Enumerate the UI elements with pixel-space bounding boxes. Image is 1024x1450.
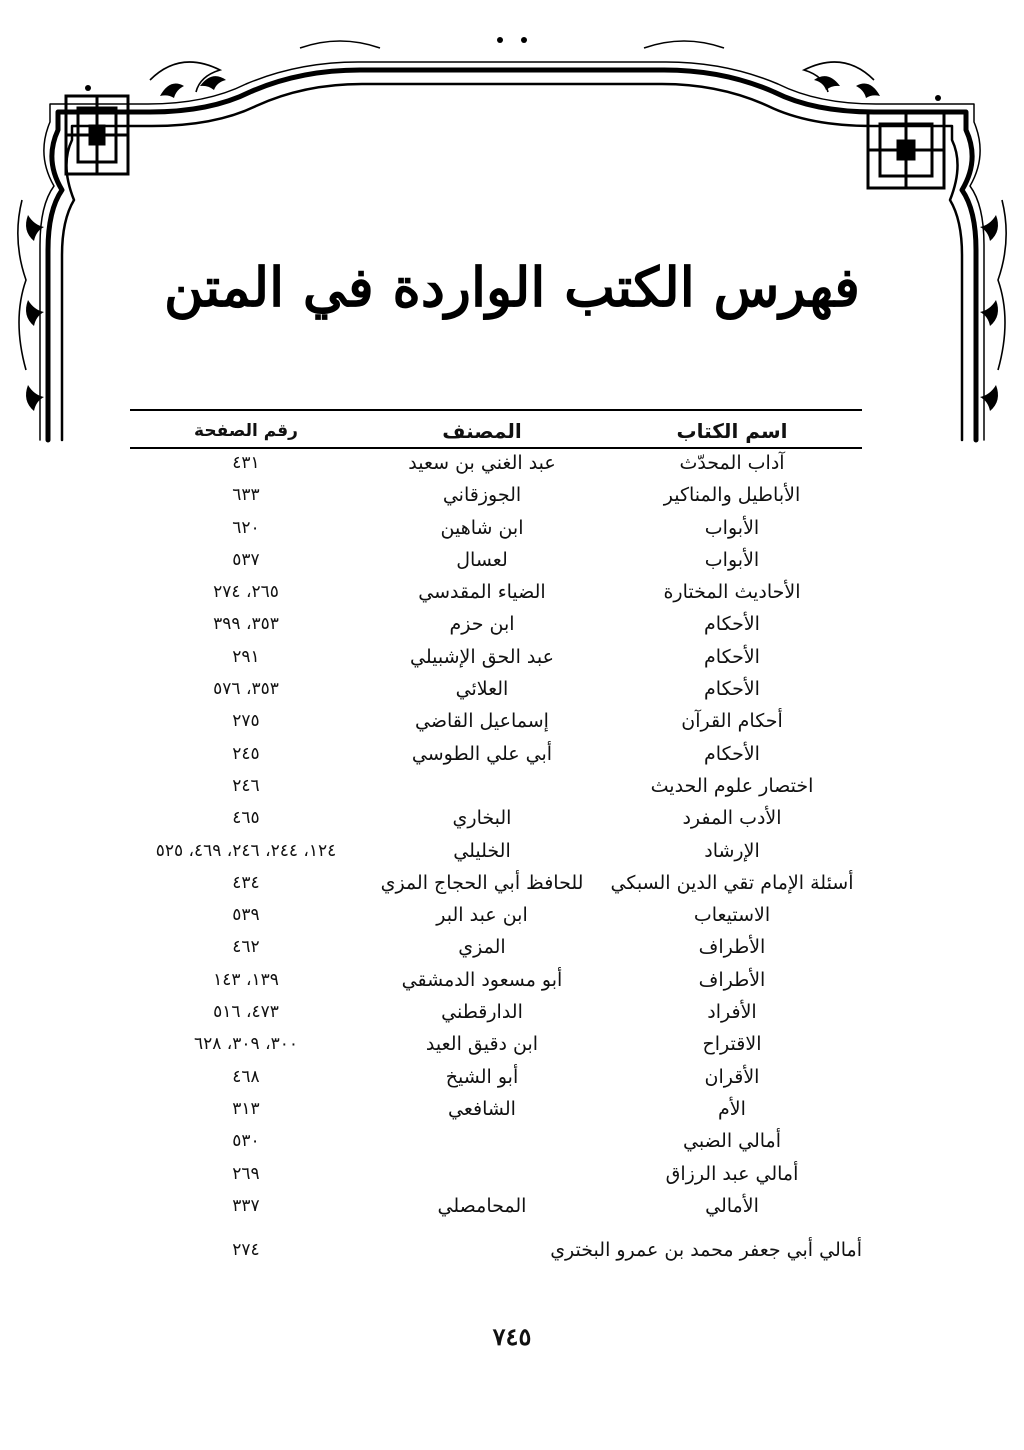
page-references: ٣٣٧	[232, 1195, 260, 1216]
table-row	[130, 1061, 862, 1093]
page-references: ٣٥٣، ٣٩٩	[213, 614, 279, 635]
book-author: المحامصلي	[437, 1194, 527, 1217]
book-title: الأحكام	[704, 645, 760, 668]
table-body	[130, 447, 862, 1266]
book-title: الأباطيل والمناكير	[663, 484, 801, 507]
book-author: أبو مسعود الدمشقي	[401, 968, 563, 991]
page-references: ٦٢٠	[232, 517, 260, 538]
page-references: ٣٥٣، ٥٧٦	[213, 679, 279, 700]
book-title: الاقتراح	[702, 1033, 762, 1056]
page-references: ٤٦٨	[232, 1066, 260, 1087]
page-references: ٢٧٥	[232, 711, 260, 732]
table-row	[130, 770, 862, 802]
book-author: البخاري	[452, 807, 512, 830]
table-header-rule	[130, 447, 862, 449]
book-title: أمالي عبد الرزاق	[665, 1162, 799, 1185]
book-title: الأم	[718, 1097, 746, 1120]
table-row	[130, 899, 862, 931]
table-row	[130, 1125, 862, 1157]
book-title: الأفراد	[707, 1001, 757, 1024]
book-title: الأطراف	[698, 968, 766, 991]
table-header-row	[130, 409, 862, 447]
book-author: المزي	[458, 936, 506, 959]
book-author: ابن دقيق العيد	[425, 1033, 539, 1056]
page-number: ٧٤٥	[492, 1322, 532, 1351]
table-row	[130, 512, 862, 544]
table-row	[130, 835, 862, 867]
page-references: ١٣٩، ١٤٣	[213, 969, 279, 990]
table-row	[130, 1234, 862, 1266]
book-author: الضياء المقدسي	[418, 581, 546, 604]
book-title: الأدب المفرد	[682, 807, 782, 830]
book-author: لعسال	[456, 548, 508, 571]
book-author: عبد الحق الإشبيلي	[410, 645, 554, 668]
book-author	[362, 1158, 602, 1190]
table-row	[130, 544, 862, 576]
book-author: أبي علي الطوسي	[411, 742, 553, 765]
page-references: ٢٤٦	[232, 775, 260, 796]
page-references: ٤٧٣، ٥١٦	[213, 1002, 279, 1023]
page-references: ٣٠٠، ٣٠٩، ٦٢٨	[194, 1034, 298, 1055]
table-row	[130, 996, 862, 1028]
page-references: ٤٦٥	[232, 808, 260, 829]
table-row	[130, 576, 862, 608]
book-title: الأحكام	[704, 678, 760, 701]
table-row	[130, 447, 862, 479]
page-references: ٥٣٧	[232, 549, 260, 570]
page-references: ٢٧٤	[232, 1240, 260, 1261]
table-row	[130, 1093, 862, 1125]
book-author: للحافظ أبي الحجاج المزي	[380, 871, 584, 894]
book-title: أمالي أبي جعفر محمد بن عمرو البختري	[550, 1239, 862, 1262]
book-author: ابن عبد البر	[436, 904, 528, 927]
book-author: الدارقطني	[441, 1001, 523, 1024]
book-author	[362, 1125, 602, 1157]
book-title: الأحكام	[704, 613, 760, 636]
table-row	[130, 867, 862, 899]
table-row	[130, 673, 862, 705]
page-references: ٢٦٩	[232, 1163, 260, 1184]
ornamental-frame	[0, 0, 1024, 450]
table-row	[130, 1190, 862, 1222]
book-title: الأقران	[704, 1065, 760, 1088]
book-title: الأحكام	[704, 742, 760, 765]
column-header-author: المصنف	[442, 419, 522, 443]
page-references: ٦٣٣	[232, 485, 260, 506]
book-author: ابن شاهين	[440, 516, 524, 539]
book-author: الخليلي	[453, 839, 511, 862]
book-author: الشافعي	[448, 1097, 516, 1120]
book-title: الأبواب	[704, 548, 760, 571]
page-title: فهرس الكتب الواردة في المتن	[164, 255, 860, 319]
book-author: عبد الغني بن سعيد	[408, 452, 556, 474]
page-references: ٢٤٥	[232, 743, 260, 764]
book-author: ابن حزم	[449, 613, 515, 636]
table-row	[130, 705, 862, 737]
book-title: أحكام القرآن	[681, 710, 783, 733]
book-title: أمالي الضبي	[682, 1130, 782, 1153]
page-references: ٣١٣	[232, 1098, 260, 1119]
index-table	[130, 409, 862, 1266]
page-references: ٢٩١	[232, 646, 260, 667]
book-author: العلائي	[455, 678, 509, 701]
book-title: اختصار علوم الحديث	[650, 774, 814, 797]
book-title: الأمالي	[705, 1194, 759, 1217]
book-author: الجوزقاني	[442, 484, 522, 507]
page-references: ٤٦٢	[232, 937, 260, 958]
table-row	[130, 1158, 862, 1190]
page-references: ٤٣١	[232, 453, 260, 473]
table-row	[130, 641, 862, 673]
book-title: أسئلة الإمام تقي الدين السبكي	[610, 871, 854, 894]
table-row	[130, 964, 862, 996]
book-title: الإرشاد	[704, 839, 760, 862]
column-header-pages: رقم الصفحة	[194, 421, 298, 441]
book-author: أبو الشيخ	[445, 1065, 519, 1088]
column-header-title: اسم الكتاب	[676, 419, 788, 443]
page-references: ١٢٤، ٢٤٤، ٢٤٦، ٤٦٩، ٥٢٥	[155, 840, 337, 861]
table-row	[130, 608, 862, 640]
book-author	[362, 770, 602, 802]
table-row	[130, 1028, 862, 1060]
book-title: آداب المحدّث	[679, 452, 785, 474]
table-row	[130, 479, 862, 511]
book-author: إسماعيل القاضي	[415, 710, 549, 733]
book-author	[362, 1234, 602, 1266]
book-title: الأحاديث المختارة	[663, 581, 801, 604]
page-references: ٤٣٤	[232, 872, 260, 893]
book-title: الأطراف	[698, 936, 766, 959]
book-title: الاستيعاب	[693, 904, 771, 927]
table-row	[130, 802, 862, 834]
page-references: ٥٣٩	[232, 905, 260, 926]
book-title: الأبواب	[704, 516, 760, 539]
page-references: ٥٣٠	[232, 1131, 260, 1152]
table-top-rule	[130, 409, 862, 411]
table-row	[130, 931, 862, 963]
page-references: ٢٦٥، ٢٧٤	[213, 582, 279, 603]
table-row	[130, 738, 862, 770]
